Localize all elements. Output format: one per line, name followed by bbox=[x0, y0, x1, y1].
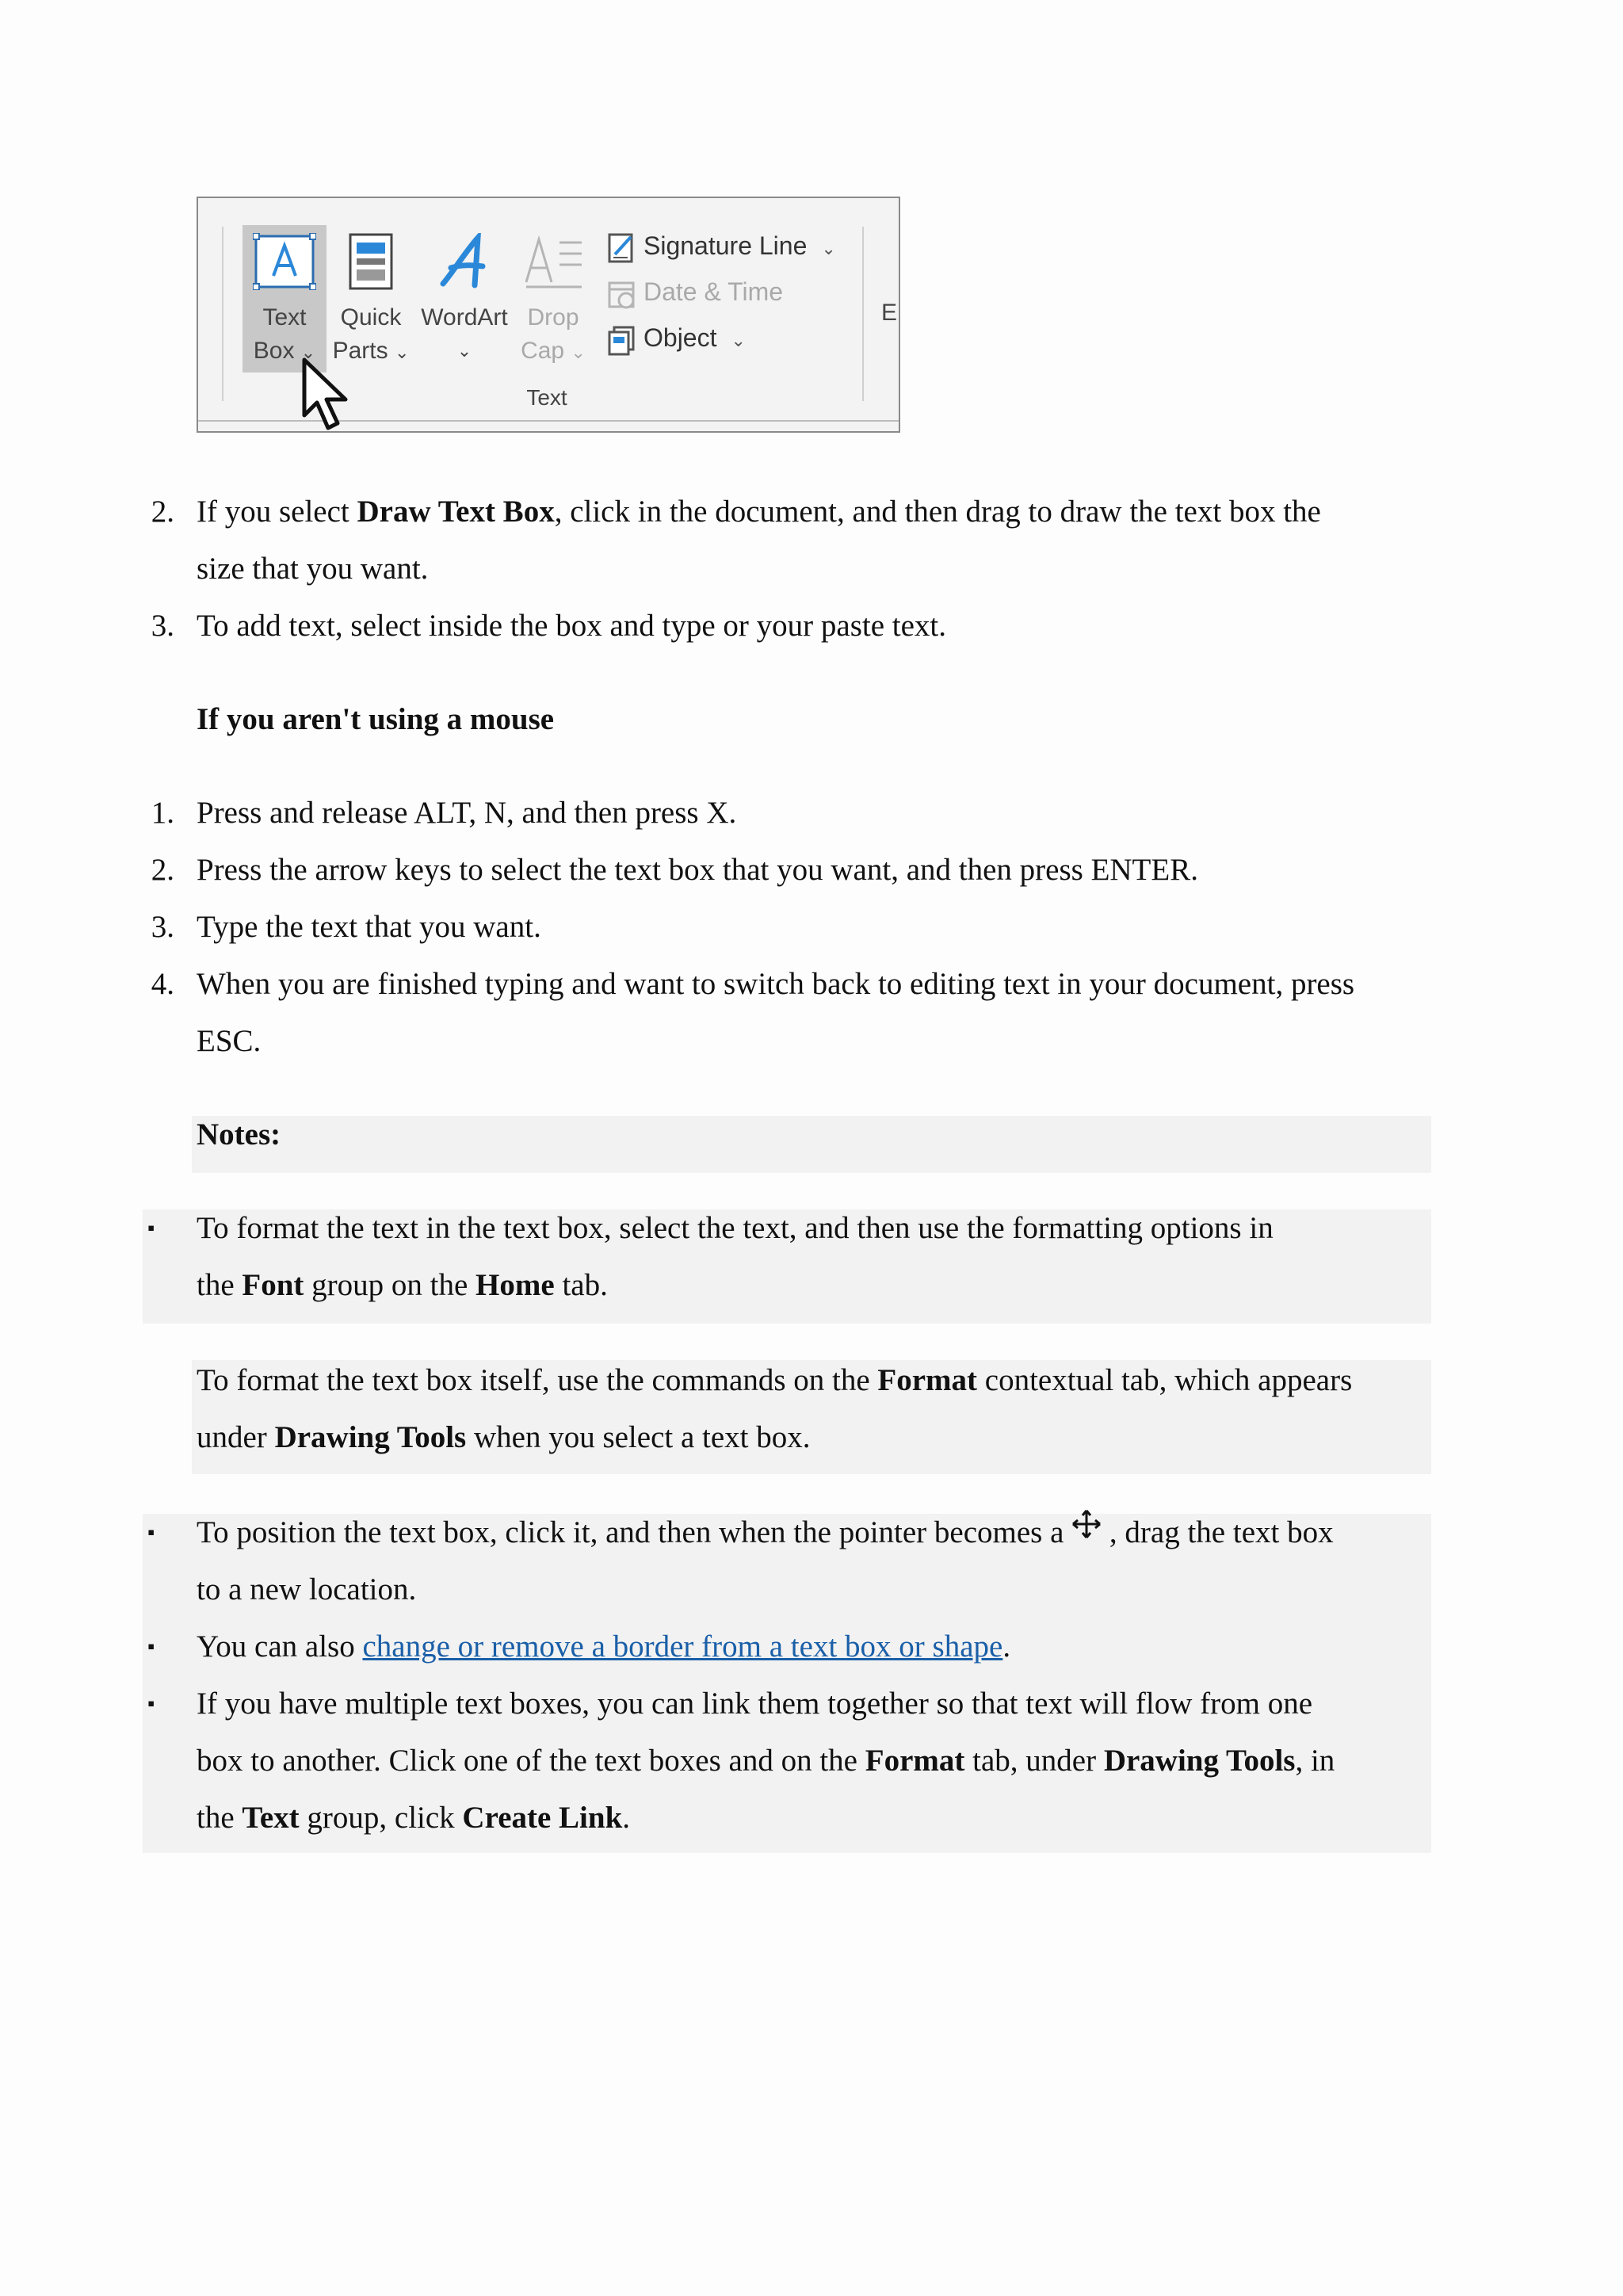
wordart-button[interactable] bbox=[414, 225, 515, 372]
quick-parts-button[interactable] bbox=[331, 225, 411, 372]
step-number: 4. bbox=[151, 967, 174, 1001]
ribbon-next-group-label: E bbox=[881, 300, 898, 326]
step-text: Type the text that you want. bbox=[197, 910, 541, 944]
chevron-down-icon: ⌄ bbox=[571, 342, 586, 362]
move-pointer-icon bbox=[1071, 1509, 1102, 1539]
chevron-down-icon: ⌄ bbox=[456, 341, 472, 361]
ribbon-group-label: Text bbox=[526, 385, 567, 410]
step-text: Press the arrow keys to select the text box that you want, and then press ENTER. bbox=[197, 853, 1198, 887]
bullet-icon: ▪ bbox=[147, 1217, 155, 1240]
calendar-clock-icon bbox=[607, 278, 637, 310]
bullet-icon: ▪ bbox=[147, 1635, 155, 1658]
chevron-down-icon: ⌄ bbox=[394, 342, 410, 362]
note-text-continued: under Drawing Tools when you select a text box. bbox=[197, 1420, 811, 1454]
note-text-continued: box to another. Click one of the text boxes and on the Format tab, under Drawing Tools, in bbox=[197, 1744, 1335, 1778]
notes-heading: Notes: bbox=[197, 1117, 281, 1152]
note-text: To position the text box, click it, and then when the pointer becomes a , drag the text box bbox=[197, 1504, 1334, 1561]
object-icon bbox=[607, 324, 637, 356]
border-help-link[interactable]: change or remove a border from a text box or shape bbox=[362, 1629, 1003, 1664]
note-text: If you have multiple text boxes, you can link them together so that text will flow from one bbox=[197, 1687, 1313, 1721]
note-text: To format the text box itself, use the commands on the Format contextual tab, which appears bbox=[197, 1363, 1353, 1397]
step-text-continued: size that you want. bbox=[197, 552, 429, 586]
drop-cap-label-line1: Drop bbox=[527, 304, 579, 330]
quick-parts-icon bbox=[331, 225, 411, 301]
object-label: Object bbox=[643, 323, 717, 352]
chevron-down-icon: ⌄ bbox=[731, 330, 746, 350]
step-number: 3. bbox=[151, 609, 174, 643]
date-time-button[interactable] bbox=[607, 273, 783, 311]
quick-parts-label-line1: Quick bbox=[340, 304, 402, 330]
ribbon-separator bbox=[222, 227, 223, 401]
text-box-label-line1: Text bbox=[262, 304, 307, 330]
note-text-continued: the Font group on the Home tab. bbox=[197, 1268, 608, 1302]
text-box-label-line2: Box bbox=[253, 338, 295, 364]
step-text: When you are finished typing and want to switch back to editing text in your document, press bbox=[197, 967, 1355, 1001]
signature-line-button[interactable] bbox=[607, 227, 836, 265]
chevron-down-icon: ⌄ bbox=[300, 342, 316, 362]
note-text: To format the text in the text box, select the text, and then use the formatting options in bbox=[197, 1211, 1274, 1245]
signature-line-icon bbox=[607, 232, 637, 264]
step-text-continued: ESC. bbox=[197, 1024, 262, 1058]
drop-cap-icon bbox=[515, 225, 591, 301]
drop-cap-label-line2: Cap bbox=[521, 338, 565, 364]
text-box-icon bbox=[242, 225, 327, 301]
step-text: To add text, select inside the box and type or your paste text. bbox=[197, 609, 947, 643]
note-text-continued: to a new location. bbox=[197, 1572, 417, 1606]
object-button[interactable] bbox=[607, 319, 746, 357]
note-text: You can also change or remove a border from a text box or shape. bbox=[197, 1629, 1011, 1664]
section-heading: If you aren't using a mouse bbox=[197, 702, 555, 736]
step-text: Press and release ALT, N, and then press X. bbox=[197, 796, 737, 830]
step-number: 3. bbox=[151, 910, 174, 944]
text-box-button[interactable] bbox=[242, 225, 327, 372]
date-time-label: Date & Time bbox=[643, 277, 784, 306]
step-text: If you select Draw Text Box, click in the document, and then drag to draw the text box the bbox=[197, 495, 1321, 529]
drop-cap-button[interactable] bbox=[515, 225, 591, 372]
ribbon-separator bbox=[862, 227, 864, 401]
chevron-down-icon: ⌄ bbox=[821, 239, 836, 258]
ribbon-text-group-screenshot bbox=[197, 197, 900, 433]
notes-heading-shading bbox=[192, 1116, 1431, 1173]
mouse-pointer-icon bbox=[300, 357, 355, 436]
wordart-label: WordArt bbox=[421, 304, 508, 330]
step-number: 2. bbox=[151, 495, 174, 529]
bullet-icon: ▪ bbox=[147, 1521, 155, 1544]
note-text-continued: the Text group, click Create Link. bbox=[197, 1801, 631, 1835]
step-number: 1. bbox=[151, 796, 174, 830]
quick-parts-label-line2: Parts bbox=[332, 338, 388, 364]
step-number: 2. bbox=[151, 853, 174, 887]
wordart-icon bbox=[414, 225, 515, 301]
signature-line-label: Signature Line bbox=[643, 231, 808, 260]
bullet-icon: ▪ bbox=[147, 1692, 155, 1715]
